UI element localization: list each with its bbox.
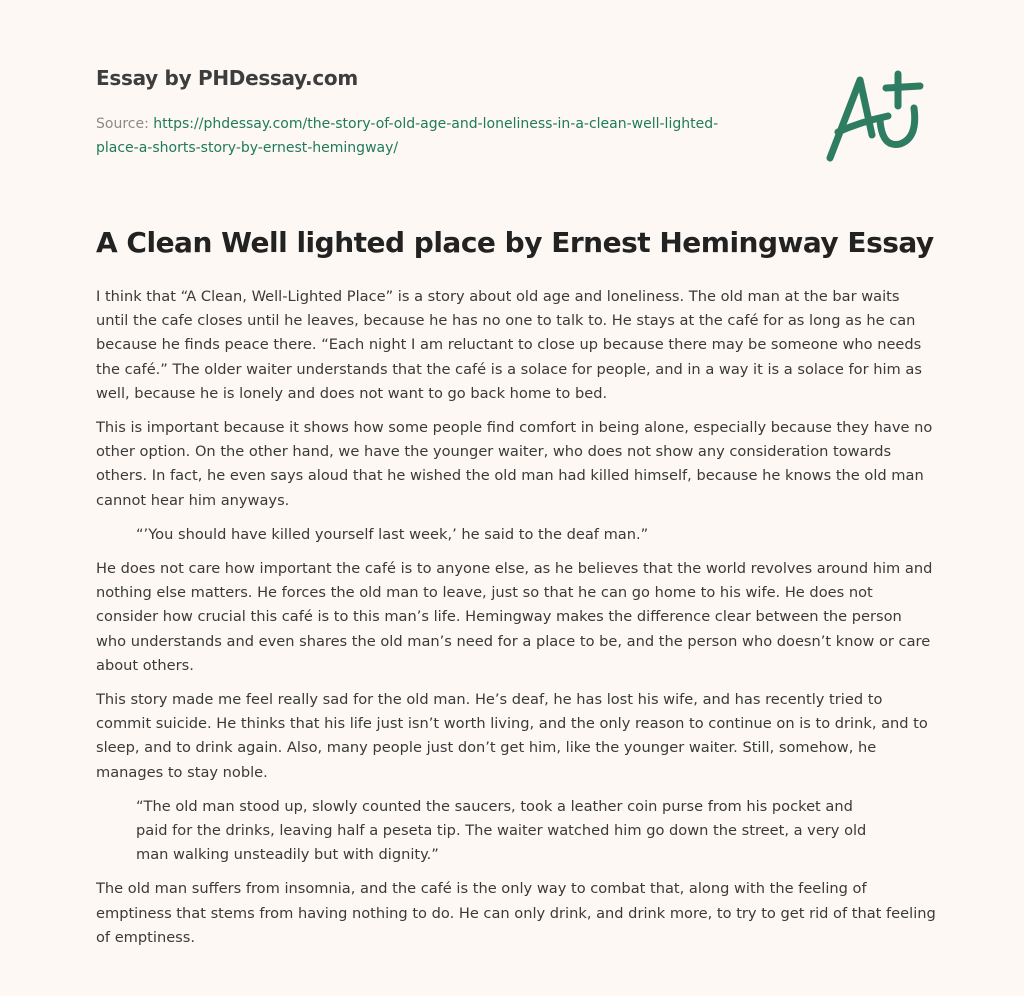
block-quote: “’You should have killed yourself last week,’ he said to the deaf man.” (136, 525, 649, 543)
source-line (96, 112, 736, 160)
source-label: Source: (96, 116, 149, 132)
essay-body (96, 285, 936, 960)
source-link[interactable]: https://phdessay.com/the-story-of-old-age-and-loneliness-in-a-clean-well-lighted-place-a-shorts-story-by-ernest-hemingway/ (96, 116, 719, 156)
paragraph: The old man suffers from insomnia, and the café is the only way to combat that, along with the feeling of emptiness that stems from having nothing to do. He can only drink, and drink more, to try to get rid of that feeling of emptiness. (96, 880, 936, 946)
essay-title: A Clean Well lighted place by Ernest Hemingway Essay (96, 226, 934, 259)
block-quote: “The old man stood up, slowly counted the saucers, took a leather coin purse from his pocket and paid for the drinks, leaving half a peseta tip. The waiter watched him go down the street, a very old man walking unsteadily but with dignity.” (136, 797, 867, 864)
paragraph: He does not care how important the café is to anyone else, as he believes that the world revolves around him and nothing else matters. He forces the old man to leave, just so that he can go home to his wife. He does not consider how crucial this café is to this man’s life. Hemingway makes the difference clear between the person who understands and even shares the old man’s need for a place to be, and the person who doesn’t know or care about others. (96, 560, 933, 674)
brand-title: Essay by PHDessay.com (96, 66, 358, 90)
a-plus-logo-icon (820, 60, 930, 170)
paragraph: This story made me feel really sad for the old man. He’s deaf, he has lost his wife, and has recently tried to commit suicide. He thinks that his life just isn’t worth living, and the only reason to continue on is to drink, and to sleep, and to drink again. Also, many people just don’t get him, like the younger waiter. Still, somehow, he manages to stay noble. (96, 691, 928, 781)
paragraph: I think that “A Clean, Well-Lighted Place” is a story about old age and loneliness. The old man at the bar waits until the cafe closes until he leaves, because he has no one to talk to. He stays at the café for as long as he can because he finds peace there. “Each night I am reluctant to close up because there may be someone who needs the café.” The older waiter understands that the café is a solace for people, and in a way it is a solace for him as well, because he is lonely and does not want to go back home to bed. (96, 288, 922, 402)
paragraph: This is important because it shows how some people find comfort in being alone, especially because they have no other option. On the other hand, we have the younger waiter, who does not show any consideration towards others. In fact, he even says aloud that he wished the old man had killed himself, because he knows the old man cannot hear him anyways. (96, 419, 933, 509)
